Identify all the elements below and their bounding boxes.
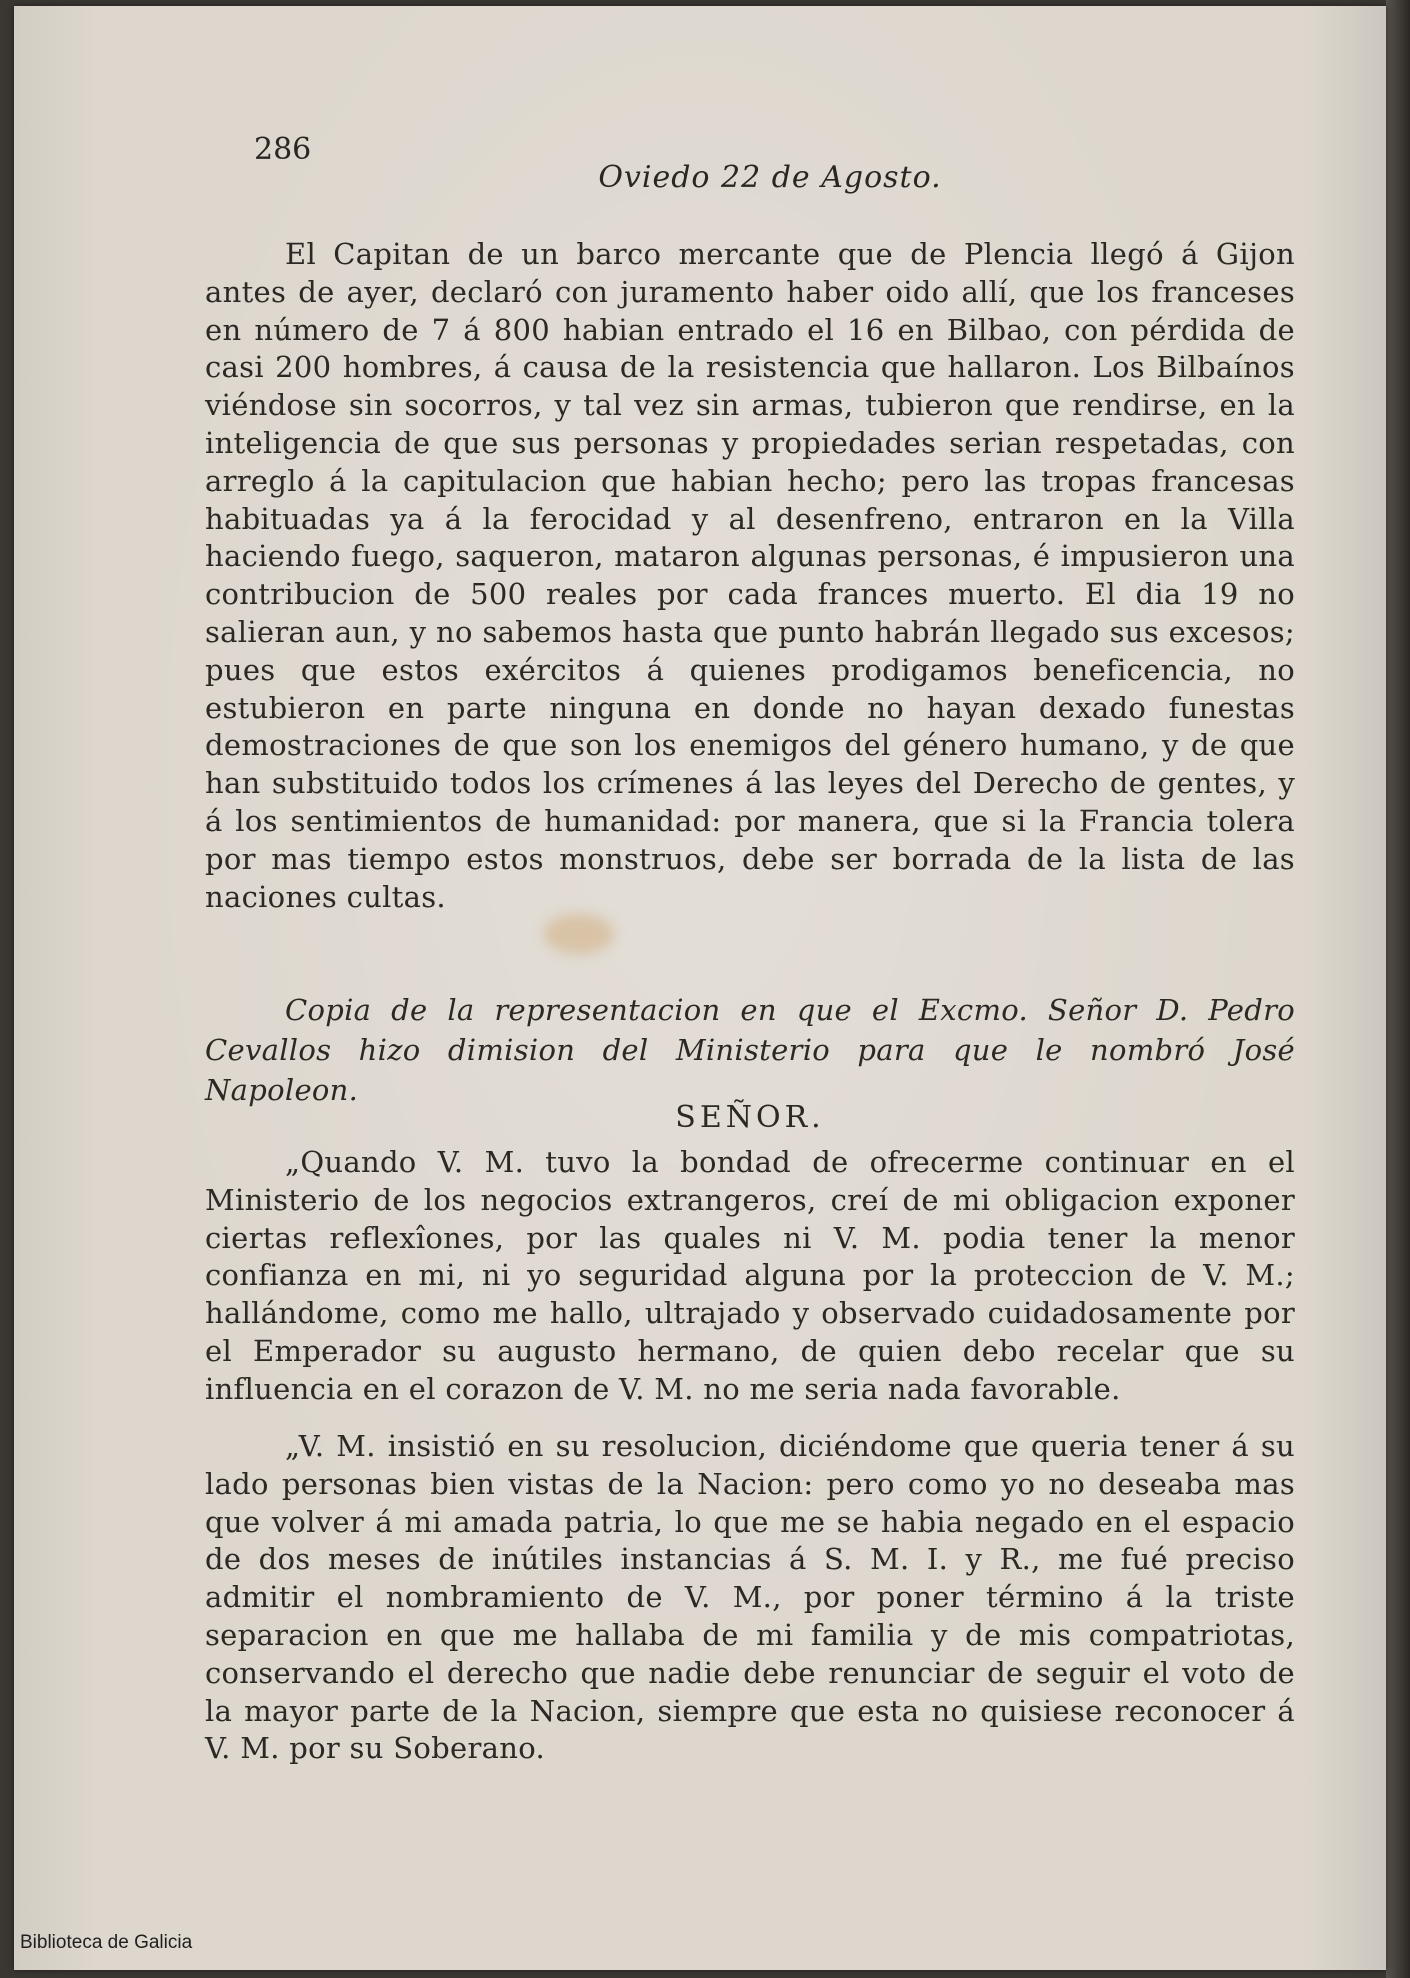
letter-paragraph-2 — [205, 1428, 1295, 1768]
library-watermark-label: Biblioteca de Galicia — [20, 1932, 193, 1953]
page-number: 286 — [254, 132, 312, 167]
book-edge — [1386, 0, 1410, 1978]
letter-paragraph: „Quando V. M. tuvo la bondad de ofrecerme continuar en el Ministerio de los negocios extrangeros, creí de mi obligacion exponer ciertas reflexîones, por las quales ni V. M. podia tener la menor confianza en mi, ni yo seguridad alguna por la proteccion de V. M.; hallándome, como me hallo, ultrajado y observado cuidadosamente por el Emperador su augusto hermano, de quien debo recelar que su influencia en el corazon de V. M. no me seria nada favorable. — [205, 1145, 1295, 1406]
document-heading — [205, 990, 1295, 1110]
page-header — [240, 120, 1300, 200]
article-paragraph: El Capitan de un barco mercante que de Plencia llegó á Gijon antes de ayer, declaró con juramento haber oido allí, que los franceses en número de 7 á 800 habian entrado el 16 en Bilbao, con pérdida de casi 200 hombres, á causa de la resistencia que hallaron. Los Bilbaínos viéndose sin socorros, y tal vez sin armas, tubieron que rendirse, en la inteligencia de que sus personas y propiedades serian respetadas, con arreglo á la capitulacion que habian hecho; pero las tropas francesas habituadas ya á la ferocidad y al desenfreno, entraron en la Villa haciendo fuego, saqueron, mataron algunas personas, é impusieron una contribucion de 500 reales por cada frances muerto. El dia 19 no salieran aun, y no sabemos hasta que punto habrán llegado sus excesos; pues que estos exércitos á quienes prodigamos beneficencia, no estubieron en parte ninguna en donde no hayan dexado funestas demostraciones de que son los enemigos del género humano, y de que han substituido todos los crímenes á las leyes del Derecho de gentes, y á los sentimientos de humanidad: por manera, que si la Francia tolera por mas tiempo estos monstruos, debe ser borrada de la lista de las naciones cultas. — [205, 237, 1295, 914]
letter-paragraph-1 — [205, 1144, 1295, 1409]
running-title: Oviedo 22 de Agosto. — [598, 160, 942, 195]
paper-stain — [544, 914, 614, 954]
letter-paragraph: „V. M. insistió en su resolucion, diciéndome que queria tener á su lado personas bien vistas de la Nacion: pero como yo no deseaba mas que volver á mi amada patria, lo que me se habia negado en el espacio de dos meses de inútiles instancias á S. M. I. y R., me fué preciso admitir el nombramiento de V. M., por poner término á la triste separacion en que me hallaba de mi familia y de mis compatriotas, conservando el derecho que nadie debe renunciar de seguir el voto de la mayor parte de la Nacion, siempre que esta no quisiese reconocer á V. M. por su Soberano. — [205, 1429, 1295, 1766]
document-heading-text: Copia de la representacion en que el Excmo. Señor D. Pedro Cevallos hizo dimision del Ministerio para que le nombró José Napoleon. — [205, 993, 1295, 1107]
article-text — [205, 236, 1295, 916]
salutation: SEÑOR. — [675, 1100, 825, 1135]
